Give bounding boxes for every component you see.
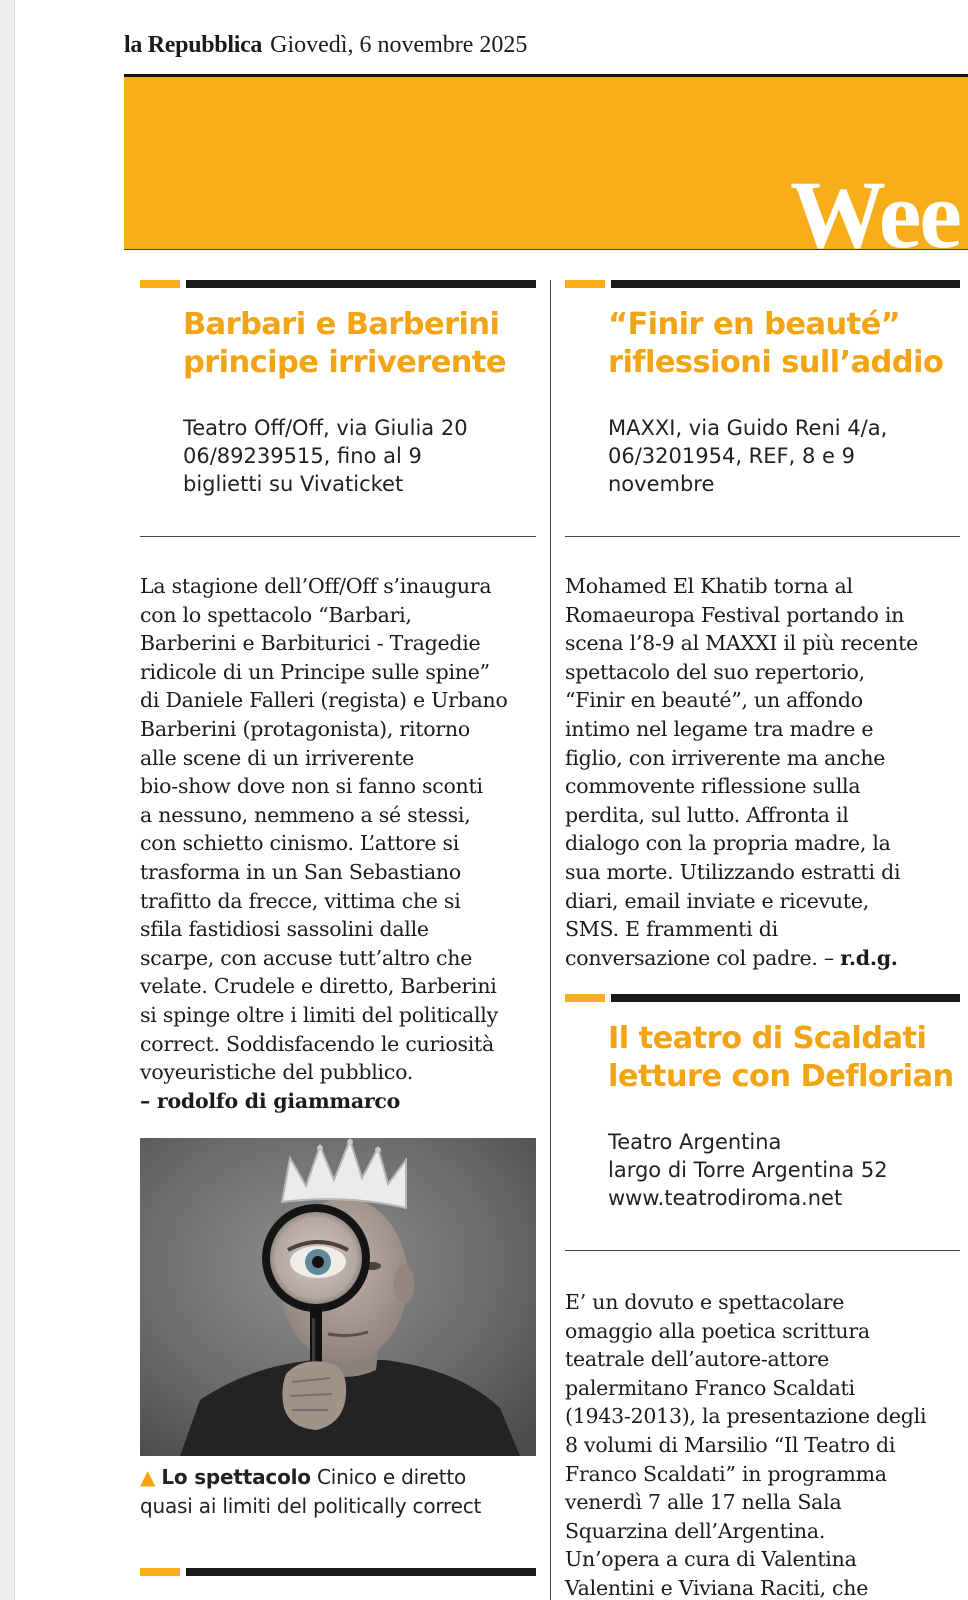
section-banner	[124, 77, 968, 250]
banner-title: Wee	[790, 161, 960, 250]
body-line: voyeuristiche del pubblico.	[140, 1060, 414, 1085]
body-line: palermitano Franco Scaldati	[565, 1375, 855, 1400]
body-line: commovente riflessione sulla	[565, 774, 861, 799]
body-line: ridicole di un Principe sulle spine”	[140, 659, 490, 684]
article-accent-bar	[140, 1568, 536, 1576]
article-body	[565, 1288, 926, 1600]
info-line: Teatro Argentina	[608, 1130, 782, 1154]
article-headline	[608, 1020, 954, 1096]
body-line: Barberini (protagonista), ritorno	[140, 716, 470, 741]
body-line: si spinge oltre i limiti del politically	[140, 1002, 498, 1027]
body-line: perdita, sul lutto. Affronta il	[565, 802, 849, 827]
body-line: figlio, con irriverente ma anche	[565, 745, 886, 770]
venue-info	[183, 414, 468, 498]
article-accent-bar	[140, 280, 536, 288]
masthead	[124, 30, 527, 60]
info-line: biglietti su Vivaticket	[183, 472, 404, 496]
body-line: sfila fastidiosi sassolini dalle	[140, 917, 429, 942]
venue-info	[608, 1128, 888, 1212]
body-line: Barberini e Barbiturici - Tragedie	[140, 631, 481, 656]
body-line: venerdì 7 alle 17 nella Sala	[565, 1490, 842, 1515]
caption-text: Cinico e diretto	[310, 1465, 467, 1489]
caption-line	[140, 1463, 481, 1492]
headline-line: Barbari e Barberini	[183, 307, 500, 342]
body-line: Squarzina dell’Argentina.	[565, 1518, 826, 1543]
divider-line	[140, 536, 536, 537]
body-line: teatrale dell’autore-attore	[565, 1347, 830, 1372]
headline-line: Il teatro di Scaldati	[608, 1021, 927, 1056]
body-line: omaggio alla poetica scrittura	[565, 1318, 870, 1343]
article-headline	[183, 306, 506, 382]
body-line: La stagione dell’Off/Off s’inaugura	[140, 574, 492, 598]
info-line: largo di Torre Argentina 52	[608, 1158, 888, 1182]
body-line: scarpe, con accuse tutt’altro che	[140, 945, 473, 970]
body-line: Franco Scaldati” in programma	[565, 1461, 887, 1486]
info-line: MAXXI, via Guido Reni 4/a,	[608, 416, 888, 440]
body-line: bio-show dove non si fanno sconti	[140, 774, 483, 799]
article-photo	[140, 1138, 536, 1456]
body-line: spettacolo del suo repertorio,	[565, 659, 865, 684]
article-accent-bar	[565, 994, 960, 1002]
body-line: intimo nel legame tra madre e	[565, 716, 874, 741]
info-line: 06/3201954, REF, 8 e 9	[608, 444, 855, 468]
body-line: di Daniele Falleri (regista) e Urbano	[140, 688, 508, 713]
headline-line: principe irriverente	[183, 345, 506, 380]
body-line: Valentini e Viviana Raciti, che	[565, 1575, 869, 1600]
page-edge	[0, 0, 15, 1600]
article-body	[565, 572, 918, 972]
body-line: dialogo con la propria madre, la	[565, 831, 891, 856]
body-line: correct. Soddisfacendo le curiosità	[140, 1031, 494, 1056]
body-line: Un’opera a cura di Valentina	[565, 1547, 857, 1572]
body-line: (1943-2013), la presentazione degli	[565, 1404, 927, 1429]
body-line-text: conversazione col padre. –	[565, 945, 841, 970]
body-line: Mohamed El Khatib torna al	[565, 574, 853, 598]
body-line: con lo spettacolo “Barbari,	[140, 602, 412, 627]
body-line: Romaeuropa Festival portando in	[565, 602, 905, 627]
author-signature: r.d.g.	[840, 945, 898, 970]
body-line: con schietto cinismo. L’attore si	[140, 831, 460, 856]
issue-date: Giovedì, 6 novembre 2025	[270, 32, 528, 58]
body-line: alle scene di un irriverente	[140, 745, 415, 770]
body-line: SMS. E frammenti di	[565, 917, 778, 942]
body-line: trasforma in un San Sebastiano	[140, 859, 461, 884]
body-line: scena l’8-9 al MAXXI il più recente	[565, 631, 918, 656]
headline-line: riflessioni sull’addio	[608, 345, 944, 380]
headline-line: “Finir en beauté”	[608, 307, 901, 342]
body-line: 8 volumi di Marsilio “Il Teatro di	[565, 1432, 896, 1457]
body-line: a nessuno, nemmeno a sé stessi,	[140, 802, 471, 827]
info-line: Teatro Off/Off, via Giulia 20	[183, 416, 468, 440]
article-body	[140, 572, 508, 1115]
caption-lead: Lo spettacolo	[161, 1465, 311, 1489]
info-line: 06/89239515, fino al 9	[183, 444, 422, 468]
body-line: velate. Crudele e diretto, Barberini	[140, 974, 497, 999]
body-line: sua morte. Utilizzando estratti di	[565, 859, 901, 884]
body-line: E’ un dovuto e spettacolare	[565, 1290, 845, 1314]
column-divider	[550, 280, 551, 1600]
caption-line: quasi ai limiti del politically correct	[140, 1494, 482, 1518]
info-line: www.teatrodiroma.net	[608, 1186, 843, 1210]
headline-line: letture con Deflorian	[608, 1059, 954, 1094]
newspaper-name: la Repubblica	[124, 32, 263, 58]
body-line: “Finir en beauté”, un affondo	[565, 688, 863, 713]
article-headline	[608, 306, 943, 382]
venue-info	[608, 414, 887, 498]
divider-line	[565, 1250, 960, 1251]
body-line: diari, email inviate e ricevute,	[565, 888, 870, 913]
body-line: trafitto da frecce, vittima che si	[140, 888, 461, 913]
caption-marker-icon: ▲	[140, 1465, 156, 1489]
article-accent-bar	[565, 280, 960, 288]
divider-line	[565, 536, 960, 537]
photo-caption	[140, 1463, 481, 1521]
author-signature: – rodolfo di giammarco	[140, 1088, 401, 1113]
info-line: novembre	[608, 472, 715, 496]
body-line-with-signature	[565, 944, 918, 973]
